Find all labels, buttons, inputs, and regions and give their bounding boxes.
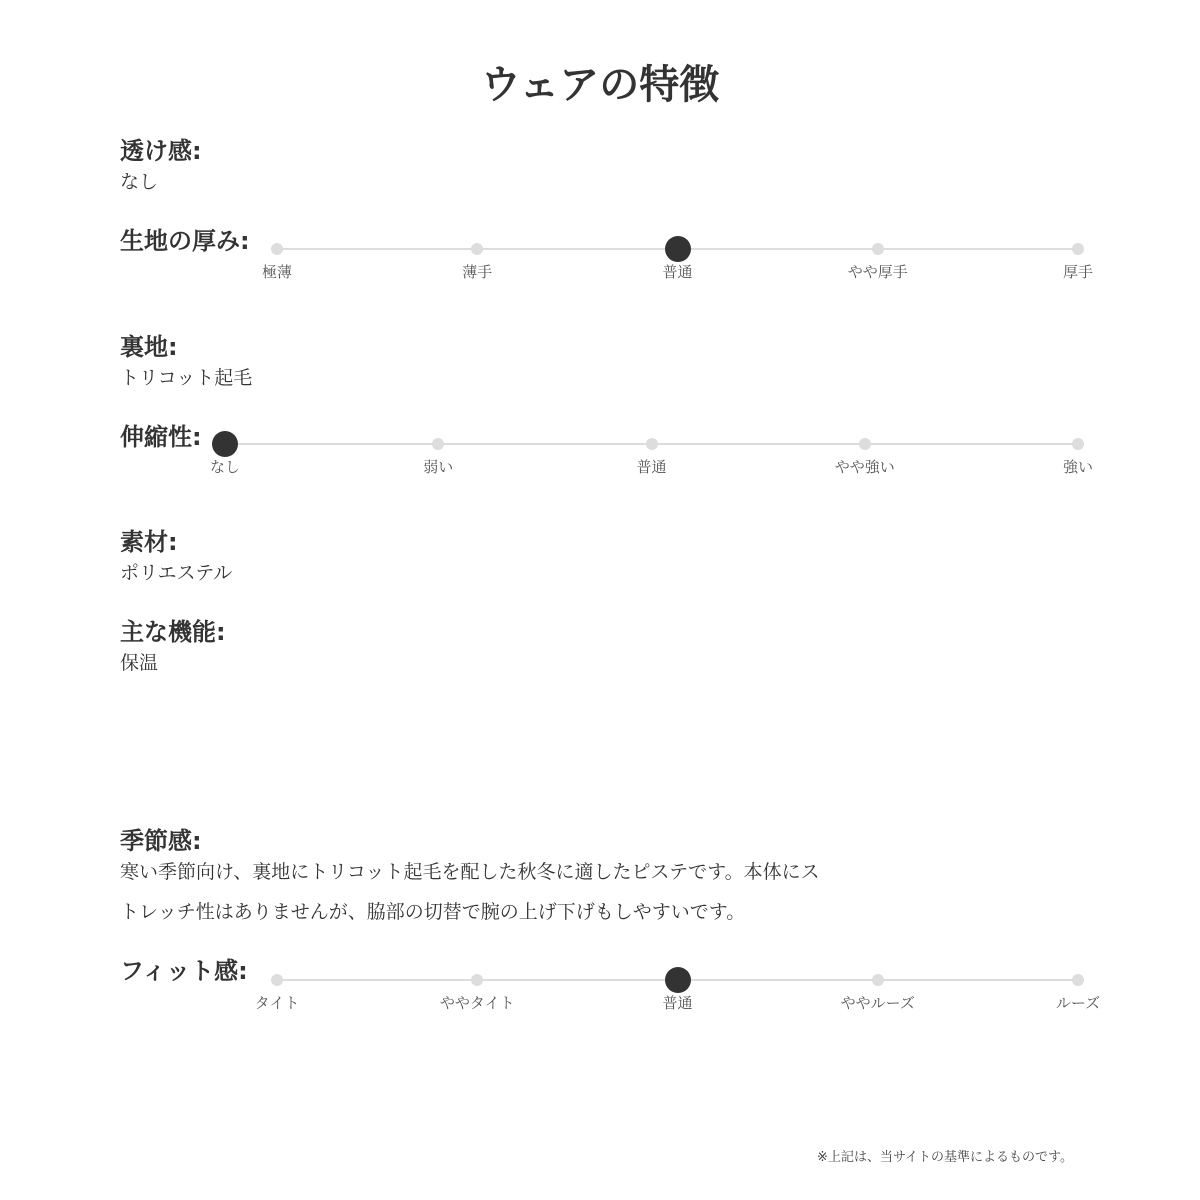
- thickness-scale-point-5: [1072, 243, 1084, 255]
- function-label: 主な機能:: [120, 618, 226, 646]
- fit-scale-point-3-selected: [665, 967, 691, 993]
- fit-scale-label-5: ルーズ: [1055, 994, 1101, 1012]
- stretch-scale: [0, 443, 1200, 503]
- season-label: 季節感:: [120, 827, 202, 855]
- stretch-scale-label-1: なし: [209, 458, 241, 476]
- transparency-value: なし: [120, 171, 159, 193]
- thickness-scale-point-4: [872, 243, 884, 255]
- page-title: ウェアの特徴: [480, 62, 720, 108]
- fit-scale: [0, 979, 1200, 1039]
- stretch-scale-label-5: 強い: [1062, 458, 1094, 476]
- thickness-scale-label-1: 極薄: [261, 263, 293, 281]
- transparency-label: 透け感:: [120, 137, 202, 165]
- fit-scale-label-3: 普通: [662, 994, 693, 1012]
- thickness-scale-label-3: 普通: [662, 263, 693, 281]
- footnote: ※上記は、当サイトの基準によるものです。: [817, 1150, 1073, 1165]
- fit-scale-label-4: ややルーズ: [840, 994, 915, 1012]
- stretch-scale-label-4: やや強い: [834, 458, 895, 476]
- fit-scale-point-5: [1072, 974, 1084, 986]
- fit-label: フィット感:: [120, 957, 248, 985]
- stretch-scale-point-5: [1072, 438, 1084, 450]
- season-description-line-2: トレッチ性はありませんが、脇部の切替で腕の上げ下げもしやすいです。: [120, 901, 746, 923]
- thickness-scale-label-5: 厚手: [1062, 263, 1094, 281]
- material-value: ポリエステル: [120, 562, 233, 584]
- stretch-scale-label-2: 弱い: [423, 458, 454, 476]
- fit-scale-point-4: [872, 974, 884, 986]
- material-label: 素材:: [120, 528, 178, 556]
- function-value: 保温: [120, 652, 159, 674]
- thickness-scale-point-1: [271, 243, 283, 255]
- fit-scale-label-2: ややタイト: [439, 994, 515, 1012]
- stretch-scale-point-2: [432, 438, 444, 450]
- stretch-label: 伸縮性:: [120, 423, 202, 451]
- stretch-scale-point-3: [646, 438, 658, 450]
- thickness-scale: [0, 248, 1200, 308]
- thickness-label: 生地の厚み:: [120, 227, 250, 255]
- fit-scale-point-2: [471, 974, 483, 986]
- thickness-scale-point-3-selected: [665, 236, 691, 262]
- lining-label: 裏地:: [120, 333, 178, 361]
- lining-value: トリコット起毛: [120, 367, 253, 389]
- fit-scale-label-1: タイト: [254, 994, 300, 1012]
- stretch-scale-point-4: [859, 438, 871, 450]
- season-description-line-1: 寒い季節向け、裏地にトリコット起毛を配した秋冬に適したピステです。本体にス: [120, 861, 820, 883]
- fit-scale-point-1: [271, 974, 283, 986]
- thickness-scale-label-2: 薄手: [462, 263, 493, 281]
- thickness-scale-point-2: [471, 243, 483, 255]
- stretch-scale-label-3: 普通: [636, 458, 667, 476]
- stretch-scale-point-1-selected: [212, 431, 238, 457]
- thickness-scale-label-4: やや厚手: [847, 263, 908, 281]
